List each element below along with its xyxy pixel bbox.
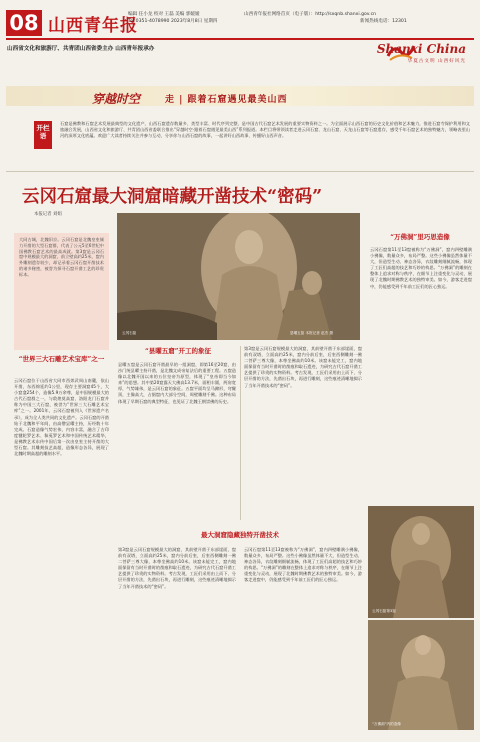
buddha-photo: [368, 620, 474, 730]
column-text: 第3窟是云冈石窟规模最大的洞窟，其前壁开凿于东部崖面，窟前有双塔，立面高约25米，窟内分前后室，后室西侧雕刻一佛二菩萨三尊大像，本尊坐佛高约10米。该窟未能完工，窟内地面保留有当时开凿时的凿痕和取石遗迹，为研究古代石窟开凿工艺提供了珍贵的实物资料。考古发现，工匠们采用由上而下、分层开凿的方法，先凿出石块，再进行雕刻，这些痕迹清晰地揭示了当年开凿技术的“密码”。: [244, 346, 362, 388]
section-title: “昙曜五窟”开工的象征: [145, 347, 211, 355]
hotline: 新闻热线电话：12301: [360, 19, 407, 24]
logo-text: Shanxi China: [376, 42, 466, 56]
contact-line: Tel:0351-4078990 2023年8月8日 星期四: [128, 19, 218, 24]
organizer-note: 山西省文化和旅游厅、共青团山西省委主办 山西青年报承办: [7, 46, 155, 52]
divider: [6, 171, 474, 172]
section-title: 最大洞窟隐藏独特开凿技术: [201, 531, 279, 539]
column-text: 云冈石窟第11至13窟被称为“万佛洞”，窟内四壁雕满小佛像，数量众多，布局严整。这些小佛像虽然体量不大，但造型生动、神态各异，衣纹雕刻细腻流畅，体现了工匠们高超的技艺和巧妙的构思。“万佛洞”的雕刻在整体上追求对称与秩序，在细节上注重变化与灵动，展现了北魏时期佛教艺术的独特审美。如今，游客走进窟中，仍能感受到千年前工匠们的匠心独运。: [370, 247, 472, 289]
column-divider: [240, 346, 241, 520]
main-photo: [117, 213, 360, 340]
intro-text: 石窟是佛教和石窟艺术发展最典型的文化遗产，山西石窟遗存数量多、类型丰富、时代序列完整，是中国古代石窟艺术发展的重要实物资料之一。为全面展示山西石窟的历史文化价值和艺术魅力，推进石窟寺保护利用和文旅融合发展，山西省文化和旅游厅、共青团山西省委联合推出“穿越时空·跟着石窟遇见最美山西”系列报道。本栏目将带领读者走进云冈石窟、龙山石窟、天龙山石窟等石窟遗存，感受千年石窟艺术的独特魅力，领略表里山河的深厚文化底蕴。欢迎广大读者持续关注并参与互动，分享你与山西石窟的故事，一起讲好山西故事、传播好山西声音。: [60, 121, 470, 139]
header-rule: [6, 38, 474, 40]
section-title: “万佛洞”里巧思造像: [390, 233, 450, 241]
intro-badge: 开栏语: [34, 121, 52, 149]
editor-line: 编辑 任小龙 校对 王磊 美编 郭媛媛: [128, 12, 200, 17]
byline: 本报记者 刘娟: [34, 212, 62, 217]
website-line: 山西青年报社网络首页（电子版）：http://sxqnb.shanxi.gov.cn: [244, 12, 377, 17]
banner-title: 穿越时空: [92, 92, 141, 106]
banner-subtitle: 走 | 跟着石窟遇见最美山西: [165, 95, 288, 105]
section-title: “世界三大石雕艺术宝库”之一: [18, 355, 105, 363]
photo-caption: 昙曜五窟 本报记者 赵杰 摄: [290, 331, 333, 335]
page-number: 08: [6, 10, 42, 36]
photo-caption: 云冈石窟第3窟: [372, 609, 396, 613]
column-text: 云冈石窟第11至13窟被称为“万佛洞”，窟内四壁雕满小佛像，数量众多，布局严整。这些小佛像虽然体量不大，但造型生动、神态各异，衣纹雕刻细腻流畅，体现了工匠们高超的技艺和巧妙的构思。“万佛洞”的雕刻在整体上追求对称与秩序，在细节上注重变化与灵动，展现了北魏时期佛教艺术的独特审美。如今，游客走进窟中，仍能感受到千年前工匠们的匠心独运。: [244, 547, 362, 583]
logo-slogan: 华夏古文明 山西好风光: [407, 59, 466, 64]
headline: 云冈石窟最大洞窟暗藏开凿技术“密码”: [22, 187, 323, 207]
photo-caption: 云冈石窟: [122, 331, 137, 335]
masthead: 山西青年报: [48, 16, 138, 36]
column-text: 云冈石窟位于山西省大同市西郊武周山南麓，依山开凿，东西绵延约1公里，现存主要洞窟45个，大小窟龛254个，造像5.9万余尊，是中国规模最大的古代石窟群之一，与敦煌莫高窟、洛阳龙门石窟并称为中国三大石窟，被誉为“世界三大石雕艺术宝库”之一。2001年，云冈石窟被列入《世界遗产名录》，成为全人类共同的文化遗产。云冈石窟的开凿始于北魏和平年间，由高僧昙曜主持，历经数十年完成。石窟造像气势宏伟，内容丰富，融合了古印度犍陀罗艺术、秣菟罗艺术和中国传统艺术精华，是佛教艺术东传中国后第一次由皇室主持开凿的大型石窟。其雕刻技艺高超，造像形态各异，展现了北魏时期高超的雕刻水平。: [14, 378, 109, 457]
column-text: 昙曜五窟是云冈石窟开凿最早的一组洞窟，即第16至20窟，由沙门统昙曜主持开凿，是北魏文成帝复法后的重要工程。五窟造像以北魏开国以来的五位皇帝为原型，体现了“皇帝即当今如来”的思想。其中第20窟露天大佛高13.7米，面相丰圆，两肩宽厚，气势雄伟，是云冈石窟的象征。五窟平面均呈马蹄形，穹窿顶，主像高大，占据窟内大部分空间，周壁雕刻千佛。这种布局体现了早期石窟的典型特征，也见证了北魏王朝崇佛的历史。: [118, 362, 236, 404]
lead-paragraph: 大同古城，北魏旧京。云冈石窟是北魏皇室倾力开凿的大型石窟群，代表了公元5至6世纪中国佛教石窟艺术的最高成就。第3窟是云冈石窟中规模最大的洞窟，前立壁高约25米，窟内外雕刻遗存较少，却记录着云冈石窟开凿技术的诸多秘密，被誉为探寻石窟开凿工艺的珍贵标本。: [14, 233, 109, 350]
cave-photo: [368, 506, 474, 618]
column-text: 第3窟是云冈石窟规模最大的洞窟，其前壁开凿于东部崖面，窟前有双塔，立面高约25米，窟内分前后室，后室西侧雕刻一佛二菩萨三尊大像，本尊坐佛高约10米。该窟未能完工，窟内地面保留有当时开凿时的凿痕和取石遗迹，为研究古代石窟开凿工艺提供了珍贵的实物资料。考古发现，工匠们采用由上而下、分层开凿的方法，先凿出石块，再进行雕刻，这些痕迹清晰地揭示了当年开凿技术的“密码”。: [118, 547, 236, 589]
photo-caption: “万佛洞”内的造像: [372, 722, 401, 726]
